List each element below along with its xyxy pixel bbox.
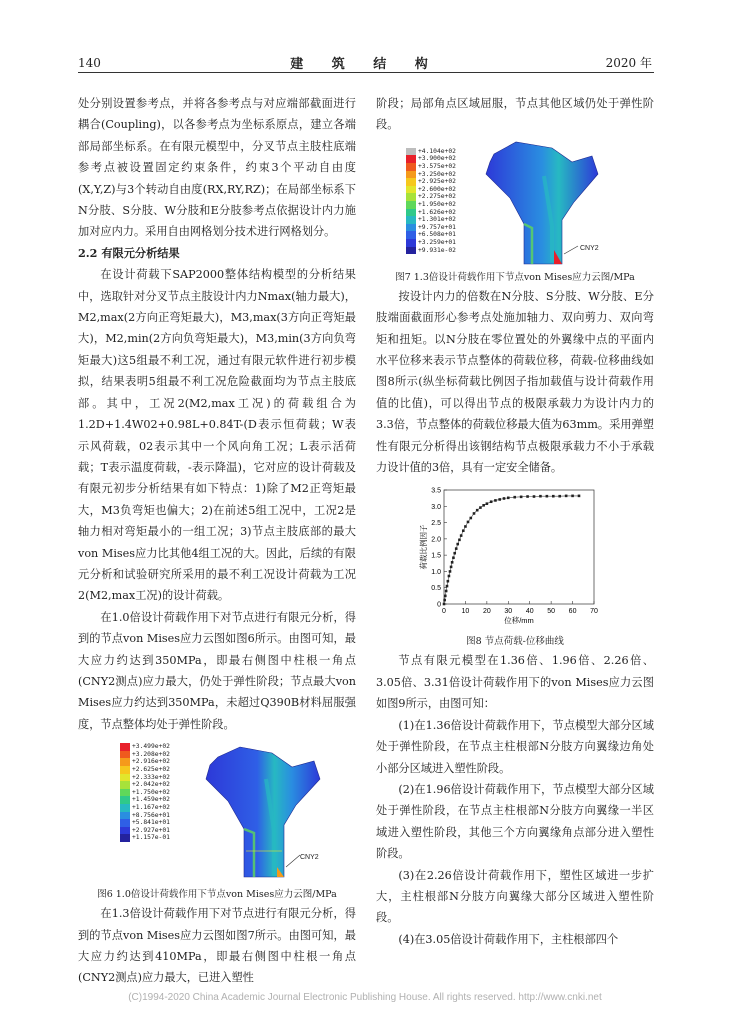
legend-label: +1.750e+02 xyxy=(132,788,170,796)
figure-6 xyxy=(78,739,356,885)
paragraph: 在1.0倍设计荷载作用下对节点进行有限元分析，得到的节点von Mises应力云图如图6所示。由图可知，最大应力约达到350MPa，即最右侧图中柱根一角点(CNY2测点)应力最大，仍处于弹性阶段；节点最大von Mises应力约达到350MPa，未超过Q390B材料屈服强度，节点整体均处于弹性阶段。 xyxy=(78,610,356,731)
data-point xyxy=(565,495,568,498)
data-point xyxy=(526,496,529,499)
data-point xyxy=(494,500,497,503)
legend-label: +2.916e+02 xyxy=(132,758,170,766)
x-tick-label: 40 xyxy=(525,608,534,616)
y-tick-label: 3.0 xyxy=(431,504,441,512)
legend-label: +6.508e+01 xyxy=(418,231,456,239)
data-point xyxy=(444,595,447,598)
legend-label: +1.157e-01 xyxy=(132,834,170,842)
legend-label: +2.275e+02 xyxy=(418,193,456,201)
y-tick-label: 3.5 xyxy=(431,487,441,495)
y-tick-label: 2.0 xyxy=(431,536,441,544)
legend-label: +3.499e+02 xyxy=(132,743,170,751)
data-point xyxy=(467,521,470,524)
data-point xyxy=(546,495,549,498)
figure-8 xyxy=(376,482,654,632)
fig7-point-label: CNY2 xyxy=(580,244,599,252)
data-point xyxy=(464,526,467,529)
legend-label: +3.259e+01 xyxy=(418,238,456,246)
data-point xyxy=(571,495,574,498)
data-point xyxy=(473,513,476,516)
y-axis-label: 荷载比例因子 xyxy=(419,524,428,570)
load-curve xyxy=(444,496,579,604)
data-point xyxy=(450,566,453,569)
header-rule xyxy=(78,72,654,73)
data-point xyxy=(462,530,465,533)
legend-label: +4.104e+02 xyxy=(418,147,456,155)
data-point xyxy=(452,557,455,560)
legend-label: +1.950e+02 xyxy=(418,200,456,208)
data-point xyxy=(498,499,501,502)
paragraph: 阶段；局部角点区域屈服，节点其他区域仍处于弹性阶段。 xyxy=(376,97,654,132)
data-point xyxy=(486,503,489,506)
load-displacement-chart xyxy=(376,482,654,632)
fig7-stress-contour xyxy=(376,140,654,268)
data-point xyxy=(460,535,463,538)
legend-label: +2.927e+01 xyxy=(132,826,170,834)
x-axis-label: 位移/mm xyxy=(504,616,534,626)
list-item: (2)在1.96倍设计荷载作用下，节点模型大部分区域处于弹性阶段，在节点主柱根部N分肢方向翼缘一半区域进入塑性阶段，其他三个方向翼缘角点部分进入塑性阶段。 xyxy=(376,782,654,861)
legend-label: +3.900e+02 xyxy=(418,155,456,163)
copyright-footer: (C)1994-2020 China Academic Journal Electronic Publishing House. All rights reserved. http://www.cnki.net xyxy=(128,992,602,1003)
right-column xyxy=(376,93,654,950)
data-point xyxy=(490,501,493,504)
data-point xyxy=(507,497,510,500)
legend-label: +5.841e+01 xyxy=(132,819,170,827)
data-point xyxy=(447,580,450,583)
legend-label: +1.301e+02 xyxy=(418,216,456,224)
paragraph: 节点有限元模型在1.36倍、1.96倍、2.26倍、3.05倍、3.31倍设计荷载作用下的von Mises应力云图如图9所示，由图可知： xyxy=(376,654,654,711)
legend-label: +1.626e+02 xyxy=(418,208,456,216)
page-number: 140 xyxy=(78,56,101,70)
data-point xyxy=(558,495,561,498)
data-point xyxy=(469,517,472,520)
legend-label: +2.925e+02 xyxy=(418,178,456,186)
x-tick-label: 70 xyxy=(590,608,598,616)
section-heading: 2.2 有限元分析结果 xyxy=(78,245,180,260)
figure-6-caption: 图6 1.0倍设计荷载作用下节点von Mises应力云图/MPa xyxy=(97,889,337,901)
x-tick-label: 10 xyxy=(461,608,470,616)
data-point xyxy=(503,498,506,501)
data-point xyxy=(451,561,454,564)
data-point xyxy=(578,495,581,498)
figure-7 xyxy=(376,140,654,268)
data-point xyxy=(445,590,448,593)
plot-frame xyxy=(444,490,594,604)
data-point xyxy=(458,539,461,542)
y-tick-label: 1.5 xyxy=(431,553,441,561)
y-tick-label: 0 xyxy=(437,601,441,609)
data-point xyxy=(446,585,449,588)
y-tick-label: 1.0 xyxy=(431,569,441,577)
data-point xyxy=(479,507,482,510)
legend-label: +3.250e+02 xyxy=(418,170,456,178)
paragraph: 在设计荷载下SAP2000整体结构模型的分析结果中，选取针对分叉节点主肢设计内力Nmax(轴力最大)，M2,max(2方向正弯矩最大)，M3,max(3方向正弯矩最大)，M2,min(2方向负弯矩最大)，M3,min(3方向负弯矩最大)这5组最不利工况，通过有限元软件进行初步模拟，结果表明5组最不利工况危险截面均为节点主肢底部。其中，工况2(M2,max工况)的荷载组合为1.2D+1.4W02+0.98L+0.84T-(D表示恒荷载；W表示风荷载，02表示其中一个风向角工况；L表示活荷载；T表示温度荷载，-表示降温)，它对应的设计荷载及有限元初步分析结果有如下特点：1)除了M2正弯矩最大，M3负弯矩也偏大；2)在前述5组工况中，工况2是轴力相对弯矩最小的一组工况；3)节点主肢底部的最大von Mises应力比其他4组工况的大。因此，后续的有限元分析和试验研究所采用的最不利工况设计荷载为工况2(M2,max工况)的设计荷载。 xyxy=(78,268,356,603)
journal-title: 建 筑 结 构 xyxy=(290,57,440,72)
data-point xyxy=(453,552,456,555)
legend-label: +9.931e-02 xyxy=(418,246,456,254)
y-tick-label: 0.5 xyxy=(431,585,441,593)
issue-year: 2020 年 xyxy=(605,56,652,70)
legend-label: +2.333e+02 xyxy=(132,773,170,781)
legend-label: +2.600e+02 xyxy=(418,185,456,193)
data-point xyxy=(448,575,451,578)
fig6-point-label: CNY2 xyxy=(300,854,319,862)
x-tick-label: 50 xyxy=(547,608,556,616)
data-point xyxy=(449,571,452,574)
paragraph: 在1.3倍设计荷载作用下对节点进行有限元分析，得到的节点von Mises应力云图如图7所示。由图可知，最大应力约达到410MPa，即最右侧图中柱根一角点(CNY2测点)应力最大，已进入塑性 xyxy=(78,907,356,985)
figure-7-caption: 图7 1.3倍设计荷载作用下节点von Mises应力云图/MPa xyxy=(395,271,635,283)
legend-label: +8.756e+01 xyxy=(132,811,170,819)
paragraph: 按设计内力的倍数在N分肢、S分肢、W分肢、E分肢端面截面形心参考点处施加轴力、双向剪力、双向弯矩和扭矩。以N分肢在零位置处的外翼缘中点的平面内水平位移来表示节点整体的荷载位移，荷载-位移曲线如图8所示(纵坐标荷载比例因子指加载值与设计荷载作用值的比值)，可以得出节点的极限承载力为设计内力的3.3倍，节点整体的荷载位移最大值为63mm。采用弹塑性有限元分析得出该钢结构节点极限承载力不小于承载力设计值的3倍，具有一定安全储备。 xyxy=(376,289,654,475)
data-point xyxy=(456,543,459,546)
y-tick-label: 2.5 xyxy=(431,520,441,528)
legend-label: +3.575e+02 xyxy=(418,163,456,170)
list-item: (1)在1.36倍设计荷载作用下，节点模型大部分区域处于弹性阶段，在节点主柱根部N分肢方向翼缘边角处小部分区域进入塑性阶段。 xyxy=(376,718,654,775)
legend-label: +2.625e+02 xyxy=(132,765,170,773)
legend-label: +1.459e+02 xyxy=(132,796,170,804)
data-point xyxy=(443,603,446,606)
data-point xyxy=(539,495,542,498)
data-point xyxy=(443,599,446,602)
legend-label: +1.167e+02 xyxy=(132,803,170,811)
x-tick-label: 30 xyxy=(504,608,513,616)
x-tick-label: 60 xyxy=(568,608,577,616)
figure-8-caption: 图8 节点荷载-位移曲线 xyxy=(466,636,564,648)
legend-label: +9.757e+01 xyxy=(418,223,456,231)
x-tick-label: 0 xyxy=(442,608,446,616)
data-point xyxy=(513,496,516,499)
list-item: (3)在2.26倍设计荷载作用下，塑性区域进一步扩大，主柱根部N分肢方向翼缘大部分区域进入塑性阶段。 xyxy=(376,868,654,925)
legend-label: +2.042e+02 xyxy=(132,781,170,789)
data-point xyxy=(552,495,555,498)
left-column xyxy=(78,93,356,989)
paragraph: 处分别设置参考点，并将各参考点与对应端部截面进行耦合(Coupling)，以各参考点为坐标系原点，建立各端部局部坐标系。在有限元模型中，分叉节点主肢柱底端参考点被设置固定约束条件，约束3个平动自由度(X,Y,Z)与3个转动自由度(RX,RY,RZ)；在局部坐标系下N分肢、S分肢、W分肢和E分肢参考点依据设计内力施加对应内力。采用自由网格划分技术进行网格划分。 xyxy=(78,97,356,239)
data-point xyxy=(533,496,536,499)
data-point xyxy=(476,509,479,512)
data-point xyxy=(482,504,485,507)
list-item: (4)在3.05倍设计荷载作用下，主柱根部四个 xyxy=(398,932,619,946)
x-tick-label: 20 xyxy=(482,608,491,616)
data-point xyxy=(455,548,458,551)
legend-label: +3.208e+02 xyxy=(132,750,170,758)
data-point xyxy=(520,496,523,499)
